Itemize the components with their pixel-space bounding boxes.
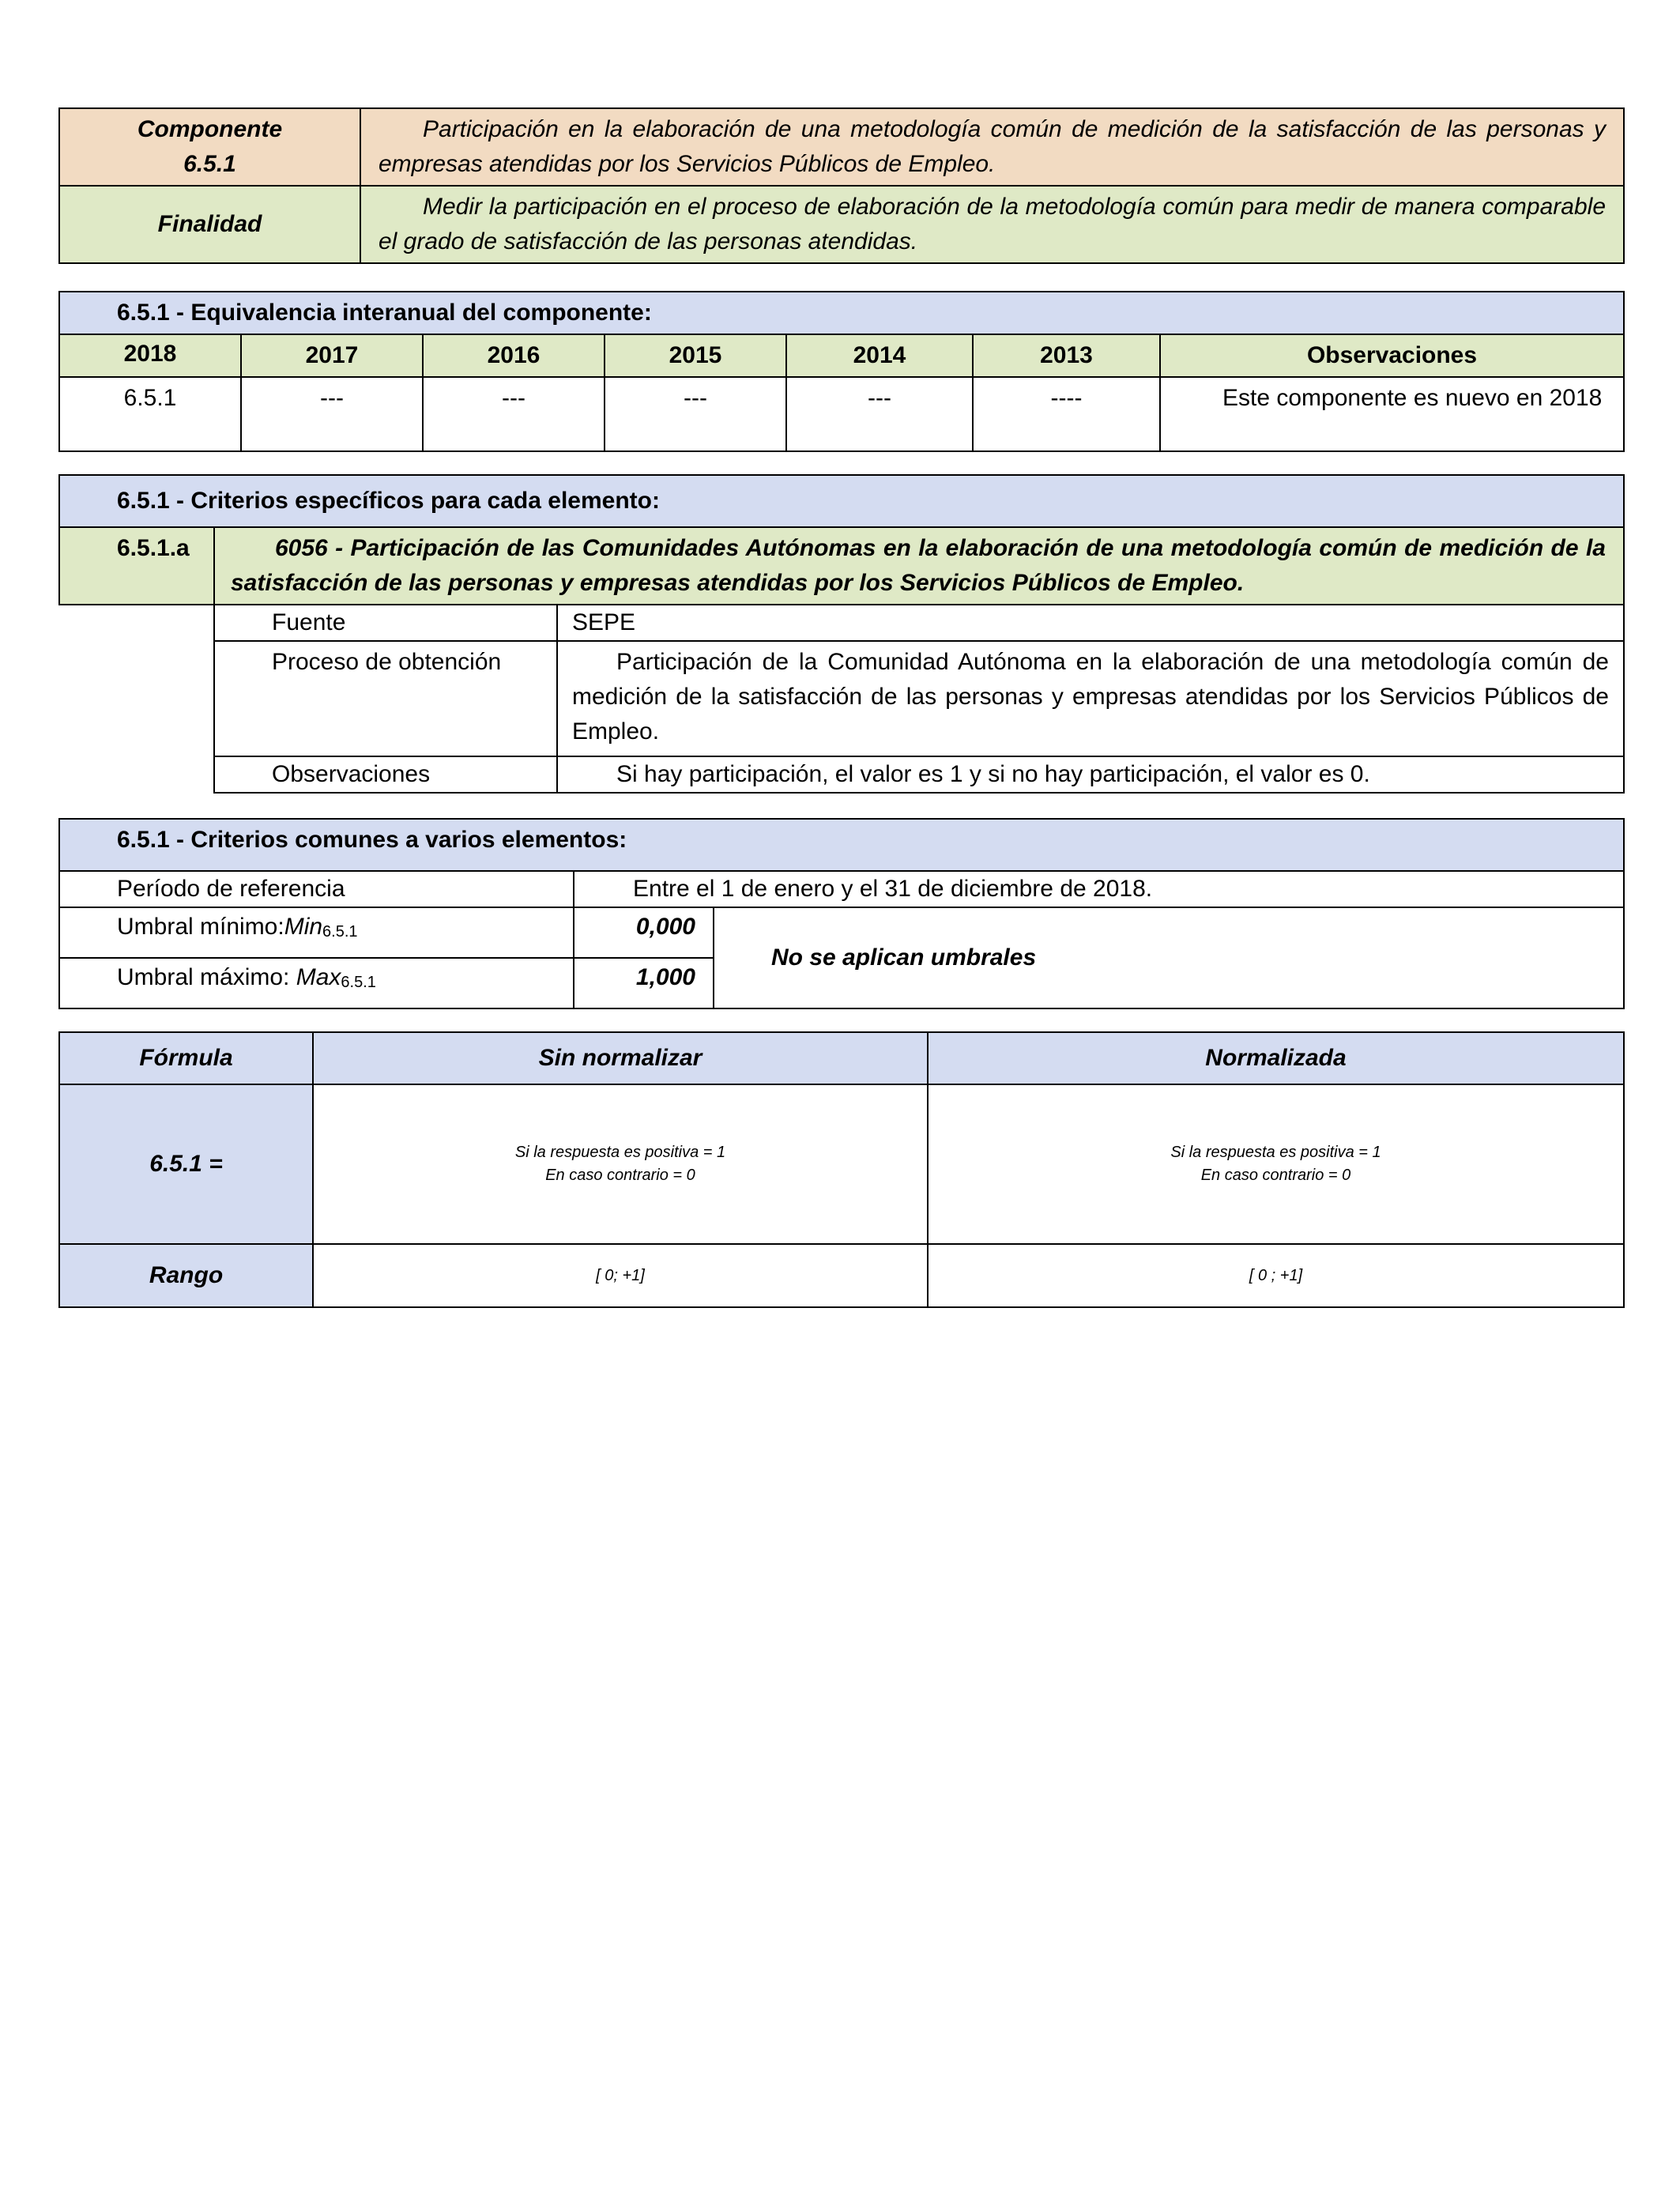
formula-label: 6.5.1 = bbox=[59, 1084, 313, 1244]
component-label-line1: Componente bbox=[137, 116, 283, 142]
common-title: 6.5.1 - Criterios comunes a varios elementos: bbox=[59, 819, 1624, 871]
element-name: 6056 - Participación de las Comunidades Autónomas en la elaboración de una metodología común de medición de la satisfacción de las personas y empresas atendidas por los Servicios Públicos de Empleo. bbox=[214, 527, 1624, 605]
period-label: Período de referencia bbox=[59, 871, 574, 907]
source-label: Fuente bbox=[214, 605, 557, 641]
indent-spacer bbox=[59, 641, 214, 756]
equivalence-header-2018: 2018 bbox=[59, 334, 241, 377]
equivalence-cell-2016: --- bbox=[423, 377, 605, 451]
component-label-line2: 6.5.1 bbox=[183, 151, 236, 177]
formula-raw bbox=[313, 1084, 928, 1244]
indent-spacer bbox=[59, 605, 214, 641]
min-threshold-value: 0,000 bbox=[574, 907, 714, 958]
observations-value: Si hay participación, el valor es 1 y si no hay participación, el valor es 0. bbox=[557, 756, 1624, 793]
process-value: Participación de la Comunidad Autónoma en la elaboración de una metodología común de medición de la satisfacción de las personas y empresas atendidas por los Servicios Públicos de Empleo. bbox=[557, 641, 1624, 756]
min-threshold-label bbox=[59, 907, 574, 958]
formula-header-normalized: Normalizada bbox=[928, 1032, 1624, 1084]
range-raw: [ 0; +1] bbox=[313, 1244, 928, 1307]
equivalence-cell-2014: --- bbox=[786, 377, 973, 451]
purpose-text: Medir la participación en el proceso de elaboración de la metodología común para medir de manera comparable el grado de satisfacción de las personas atendidas. bbox=[360, 186, 1624, 263]
equivalence-header-2017: 2017 bbox=[241, 334, 423, 377]
equivalence-cell-2015: --- bbox=[605, 377, 786, 451]
max-threshold-value: 1,000 bbox=[574, 958, 714, 1008]
common-criteria-table bbox=[58, 818, 1625, 1009]
equivalence-header-2015: 2015 bbox=[605, 334, 786, 377]
equivalence-title: 6.5.1 - Equivalencia interanual del componente: bbox=[59, 292, 1624, 334]
equivalence-header-2016: 2016 bbox=[423, 334, 605, 377]
equivalence-cell-observaciones: Este componente es nuevo en 2018 bbox=[1160, 377, 1624, 451]
equivalence-table bbox=[58, 291, 1625, 452]
element-code: 6.5.1.a bbox=[59, 527, 214, 605]
equivalence-cell-2017: --- bbox=[241, 377, 423, 451]
purpose-label: Finalidad bbox=[59, 186, 360, 263]
source-value: SEPE bbox=[557, 605, 1624, 641]
formula-header-raw: Sin normalizar bbox=[313, 1032, 928, 1084]
formula-norm-line1: Si la respuesta es positiva = 1 bbox=[1170, 1144, 1381, 1161]
process-label: Proceso de obtención bbox=[214, 641, 557, 756]
equivalence-header-2013: 2013 bbox=[973, 334, 1160, 377]
observations-label: Observaciones bbox=[214, 756, 557, 793]
formula-header-formula: Fórmula bbox=[59, 1032, 313, 1084]
formula-raw-line2: En caso contrario = 0 bbox=[545, 1167, 695, 1184]
period-value: Entre el 1 de enero y el 31 de diciembre de 2018. bbox=[574, 871, 1624, 907]
equivalence-cell-2018: 6.5.1 bbox=[59, 377, 241, 451]
min-threshold-text: Umbral mínimo: bbox=[117, 914, 284, 940]
component-label bbox=[59, 108, 360, 186]
equivalence-header-2014: 2014 bbox=[786, 334, 973, 377]
min-threshold-var: Min bbox=[284, 914, 323, 940]
specific-title: 6.5.1 - Criterios específicos para cada elemento: bbox=[59, 475, 1624, 527]
formula-normalized bbox=[928, 1084, 1624, 1244]
formula-table bbox=[58, 1031, 1625, 1308]
min-threshold-sub: 6.5.1 bbox=[322, 923, 358, 941]
equivalence-header-observaciones: Observaciones bbox=[1160, 334, 1624, 377]
equivalence-cell-2013: ---- bbox=[973, 377, 1160, 451]
formula-raw-line1: Si la respuesta es positiva = 1 bbox=[514, 1144, 726, 1161]
max-threshold-sub: 6.5.1 bbox=[341, 974, 376, 991]
max-threshold-text: Umbral máximo: bbox=[117, 964, 296, 990]
formula-norm-line2: En caso contrario = 0 bbox=[1200, 1167, 1351, 1184]
range-normalized: [ 0 ; +1] bbox=[928, 1244, 1624, 1307]
max-threshold-label bbox=[59, 958, 574, 1008]
indent-spacer bbox=[59, 756, 214, 793]
component-description: Participación en la elaboración de una metodología común de medición de la satisfacción de las personas y empresas atendidas por los Servicios Públicos de Empleo. bbox=[360, 108, 1624, 186]
component-table bbox=[58, 107, 1625, 264]
range-label: Rango bbox=[59, 1244, 313, 1307]
specific-criteria-table bbox=[58, 474, 1625, 794]
max-threshold-var: Max bbox=[296, 964, 341, 990]
threshold-note: No se aplican umbrales bbox=[714, 907, 1624, 1008]
